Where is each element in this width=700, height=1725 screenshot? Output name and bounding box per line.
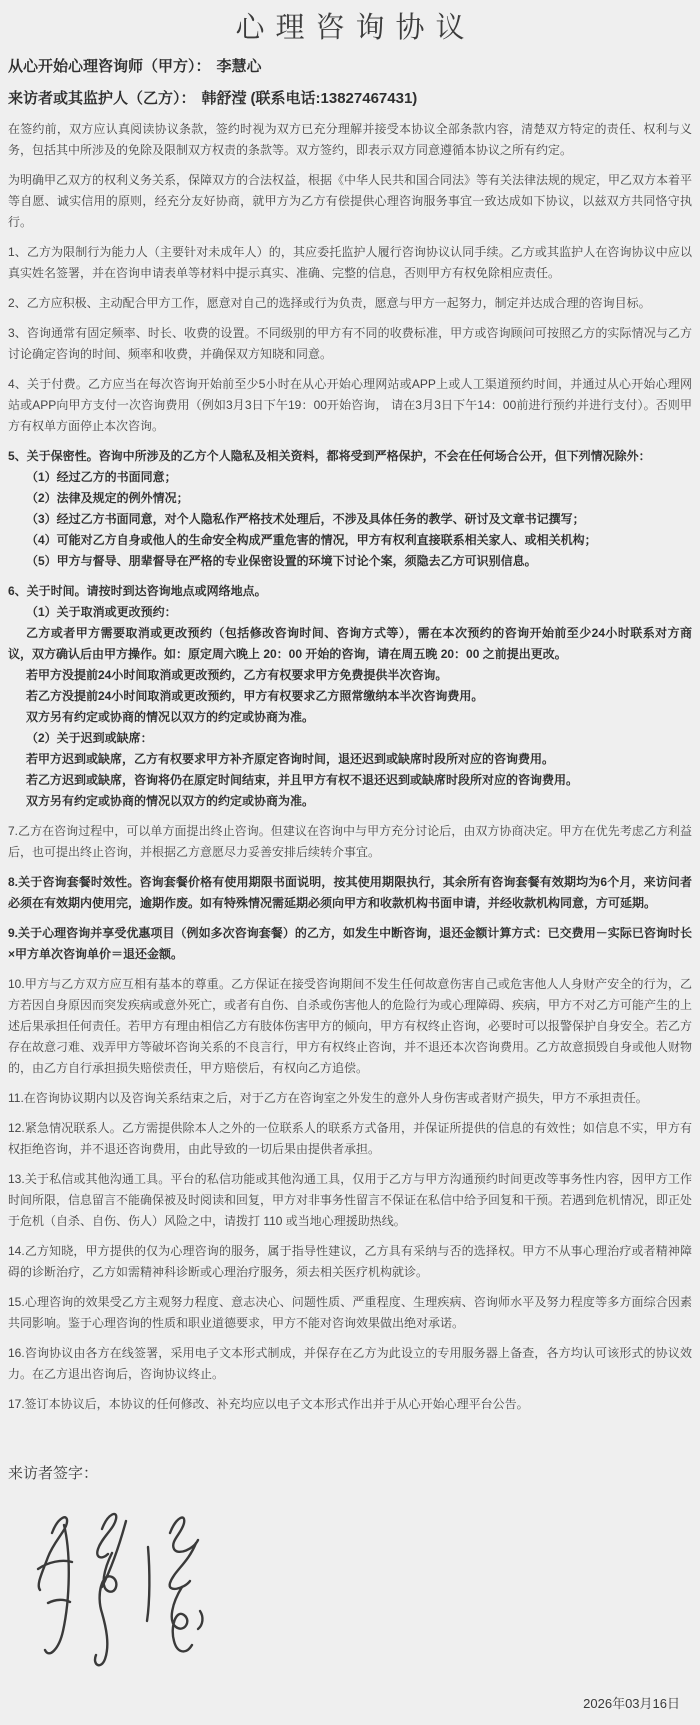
clause-paragraph: 10.甲方与乙方双方应互相有基本的尊重。乙方保证在接受咨询期间不发生任何故意伤害自己或危害他人人身财产安全的行为，乙方若因自身原因而突发疾病或意外死亡，或者有自伤、自杀或伤害他人的危险行为或心理障碍、疾病，甲方不对乙方可能产生的上述后果承担任何责任。若甲方有理由相信乙方有肢体伤害甲方的倾向，甲方有权终止咨询，必要时可以报警保护自身安全。若乙方存在故意刁难、戏弄甲方等破坏咨询关系的不良言行，甲方有权终止咨询，并不退还本次咨询费用。乙方故意损毁自身或他人财物的，由乙方自行承担损失赔偿责任，甲方赔偿后，有权向乙方追偿。 [8,977,693,1075]
clause-paragraph: 7.乙方在咨询过程中，可以单方面提出终止咨询。但建议在咨询中与甲方充分讨论后，由双方协商决定。甲方在优先考虑乙方利益后，也可提出终止咨询，并根据乙方意愿尽力妥善安排后续转介事宜。 [8,824,692,859]
clause-paragraph: 乙方或者甲方需要取消或更改预约（包括修改咨询时间、咨询方式等），需在本次预约的咨询开始前至少24小时联系对方商议，双方确认后由甲方操作。如：原定周六晚上 20：00 开始的咨询，请在周五晚 20：00 之前提出更改。 [8,626,692,661]
clause-paragraph: （1）经过乙方的书面同意； [26,470,177,484]
clause-paragraph: 4、关于付费。乙方应当在每次咨询开始前至少5小时在从心开始心理网站或APP上或人工渠道预约时间，并通过从心开始心理网站或APP向甲方支付一次咨询费用（例如3月3日下午19：00开始咨询， 请在3月3日下午14：00前进行预约并进行支付）。否则甲方有权单方面停止本次咨询。 [8,377,692,433]
clause-paragraph: （2）法律及规定的例外情况； [26,491,189,505]
clause-paragraph: 5、关于保密性。咨询中所涉及的乙方个人隐私及相关资料，都将受到严格保护，不会在任何场合公开，但下列情况除外： [8,449,651,463]
clause-paragraph: 3、咨询通常有固定频率、时长、收费的设置。不同级别的甲方有不同的收费标准，甲方或咨询顾问可按照乙方的实际情况与乙方讨论确定咨询的时间、频率和收费，并确保双方知晓和同意。 [8,326,692,361]
clause-paragraph: 在签约前，双方应认真阅读协议条款，签约时视为双方已充分理解并接受本协议全部条款内容，清楚双方特定的责任、权利与义务，包括其中所涉及的免除及限制双方权责的条款等。双方签约，即表示双方同意遵循本协议之所有约定。 [8,122,692,157]
clause-paragraph: 若甲方没提前24小时间取消或更改预约，乙方有权要求甲方免费提供半次咨询。 [26,668,448,682]
agreement-body [8,119,692,1415]
clause-paragraph: 若甲方迟到或缺席，乙方有权要求甲方补齐原定咨询时间，退还迟到或缺席时段所对应的咨询费用。 [26,752,555,766]
party-b-label: 来访者或其监护人（乙方）： [8,90,196,107]
clause-paragraph: 8.关于咨询套餐时效性。咨询套餐价格有使用期限书面说明，按其使用期限执行，其余所有咨询套餐有效期均为6个月，来访问者必须在有效期内使用完，逾期作废。如有特殊情况需延期必须向甲方和收款机构书面申请，并经收款机构同意，方可延期。 [8,875,692,910]
clause-paragraph: 若乙方没提前24小时间取消或更改预约，甲方有权要求乙方照常缴纳本半次咨询费用。 [26,689,484,703]
party-a-line [8,56,692,78]
clause-paragraph: 若乙方迟到或缺席，咨询将仍在原定时间结束，并且甲方有权不退还迟到或缺席时段所对应的咨询费用。 [26,773,579,787]
signature-ink-svg [28,1507,218,1679]
clause-paragraph: 13.关于私信或其他沟通工具。平台的私信功能或其他沟通工具，仅用于乙方与甲方沟通预约时间更改等事务性内容，因甲方工作时间所限，信息留言不能确保被及时阅读和回复，甲方对非事务性留言不保证在私信中给予回复和干预。若遇到危机情况，即正处于危机（自杀、自伤、伤人）风险之中，请拨打 110 或当地心理援助热线。 [8,1172,693,1228]
party-b-line [8,88,692,110]
party-a-label: 从心开始心理咨询师（甲方）： [8,58,211,75]
party-a-name: 李慧心 [216,58,262,75]
clause-paragraph: （2）关于迟到或缺席： [26,731,153,745]
clause-paragraph: （5）甲方与督导、朋辈督导在严格的专业保密设置的环境下讨论个案，须隐去乙方可识别信息。 [26,554,537,568]
clause-paragraph: （4）可能对乙方自身或他人的生命安全构成严重危害的情况，甲方有权利直接联系相关家人、或相关机构； [26,533,597,547]
signer-label: 来访者签字： [8,1465,99,1482]
clause-paragraph: 14.乙方知晓，甲方提供的仅为心理咨询的服务，属于指导性建议，乙方具有采纳与否的选择权。甲方不从事心理治疗或者精神障碍的诊断治疗，乙方如需精神科诊断或心理治疗服务，须去相关医疗机构就诊。 [8,1244,692,1279]
party-b-name: 韩舒滢 [201,90,247,107]
clause-paragraph: 双方另有约定或协商的情况以双方的约定或协商为准。 [26,710,315,724]
clause-paragraph: 9.关于心理咨询并享受优惠项目（例如多次咨询套餐）的乙方，如发生中断咨询，退还金额计算方式：已交费用－实际已咨询时长×甲方单次咨询单价＝退还金额。 [8,926,692,961]
clause-paragraph: 2、乙方应积极、主动配合甲方工作，愿意对自己的选择或行为负责，愿意与甲方一起努力，制定并达成合理的咨询目标。 [8,296,651,310]
clause-paragraph: 双方另有约定或协商的情况以双方的约定或协商为准。 [26,794,315,808]
clause-paragraph: 16.咨询协议由各方在线签署，采用电子文本形式制成，并保存在乙方为此设立的专用服务器上备查，各方均认可该形式的协议效力。在乙方退出咨询后，咨询协议终止。 [8,1346,692,1381]
agreement-date: 2026年03月16日 [583,1696,680,1711]
clause-paragraph: （3）经过乙方书面同意，对个人隐私作严格技术处理后，不涉及具体任务的教学、研讨及文章书记撰写； [26,512,585,526]
page-title: 心理咨询协议 [235,12,476,44]
signature-handwriting [28,1507,692,1679]
party-b-phone: (联系电话:13827467431) [250,90,418,107]
clause-paragraph: 6、关于时间。请按时到达咨询地点或网络地点。 [8,584,267,598]
clause-paragraph: 1、乙方为限制行为能力人（主要针对未成年人）的，其应委托监护人履行咨询协议认同手续。乙方或其监护人在咨询协议中应以真实姓名签署，并在咨询申请表单等材料中提示真实、准确、完整的信息，否则甲方有权免除相应责任。 [8,245,692,280]
clause-paragraph: （1）关于取消或更改预约： [26,605,177,619]
clause-paragraph: 12.紧急情况联系人。乙方需提供除本人之外的一位联系人的联系方式备用，并保证所提供的信息的有效性；如信息不实，甲方有权拒绝咨询，并不退还咨询费用，由此导致的一切后果由提供者承担。 [8,1121,692,1156]
clause-paragraph: 为明确甲乙双方的权利义务关系，保障双方的合法权益，根据《中华人民共和国合同法》等有关法律法规的规定，甲乙双方本着平等自愿、诚实信用的原则，经充分友好协商，就甲方为乙方有偿提供心理咨询服务事宜一致达成如下协议，以兹双方共同恪守执行。 [8,173,693,229]
clause-paragraph: 11.在咨询协议期内以及咨询关系结束之后，对于乙方在咨询室之外发生的意外人身伤害或者财产损失，甲方不承担责任。 [8,1091,648,1105]
clause-paragraph: 17.签订本协议后，本协议的任何修改、补充均应以电子文本形式作出并于从心开始心理平台公告。 [8,1397,529,1411]
clause-paragraph: 15.心理咨询的效果受乙方主观努力程度、意志决心、问题性质、严重程度、生理疾病、咨询师水平及努力程度等多方面综合因素共同影响。鉴于心理咨询的性质和职业道德要求，甲方不能对咨询效果做出绝对承诺。 [8,1295,692,1330]
